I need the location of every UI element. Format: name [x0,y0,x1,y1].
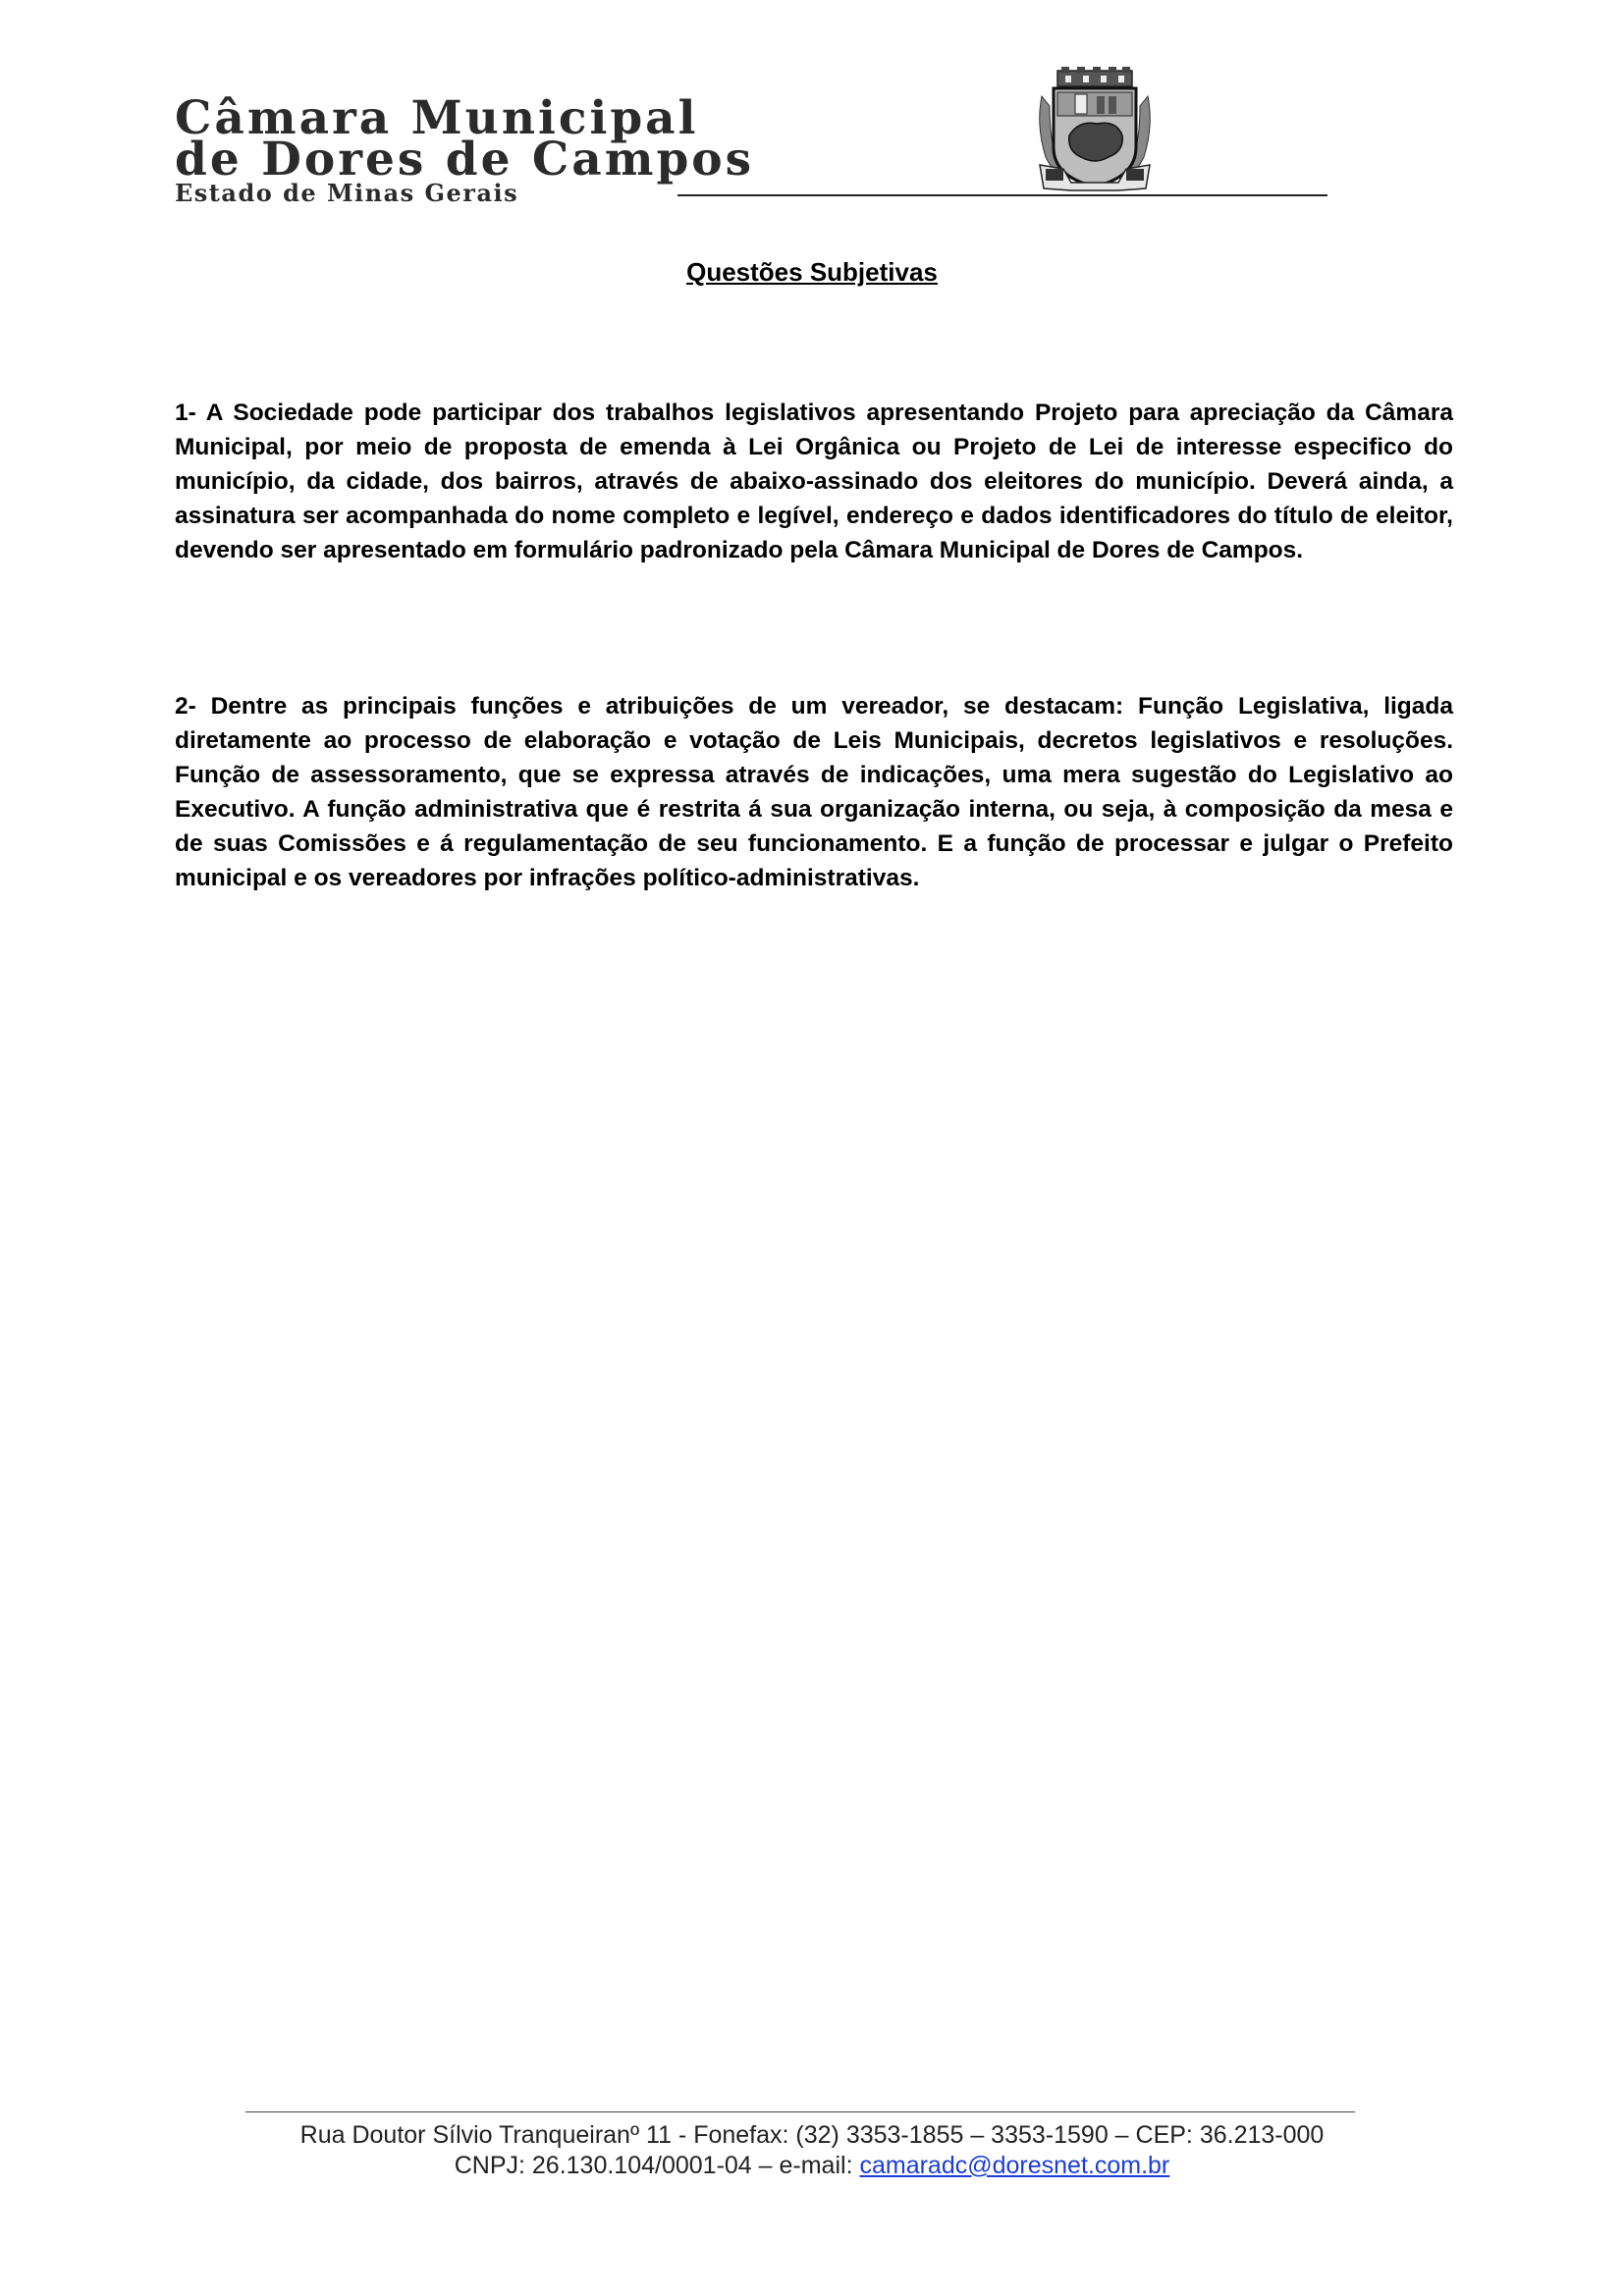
institution-city: de Dores de Campos [175,133,755,187]
email-link[interactable]: camaradc@doresnet.com.br [859,2152,1170,2179]
institution-header [175,91,755,207]
footer-contact [0,2151,1624,2181]
coat-of-arms-icon [1036,67,1154,192]
question-paragraph-2: 2- Dentre as principais funções e atribuições de um vereador, se destacam: Função Legislativa, ligada diretamente ao processo de elaboração e votação de Leis Municipais, decretos legislativos e resoluções. Função de assessoramento, que se expressa através de indicações, uma mera sugestão do Legislativo ao Executivo. A função administrativa que é restrita á sua organização interna, ou seja, à composição da mesa e de suas Comissões e á regulamentação de seu funcionamento. E a função de processar e julgar o Prefeito municipal e os vereadores por infrações político-administrativas. [175,693,1453,891]
footer-divider [245,2111,1355,2112]
footer-address: Rua Doutor Sílvio Tranqueiranº 11 - Fonefax: (32) 3353-1855 – 3353-1590 – CEP: 36.213-000 [299,2121,1325,2149]
header-divider [677,194,1327,196]
question-paragraph-1: 1- A Sociedade pode participar dos trabalhos legislativos apresentando Projeto para apreciação da Câmara Municipal, por meio de proposta de emenda à Lei Orgânica ou Projeto de Lei de interesse especifico do município, da cidade, dos bairros, através de abaixo-assinado dos eleitores do município. Deverá ainda, a assinatura ser acompanhada do nome completo e legível, endereço e dados identificadores do título de eleitor, devendo ser apresentado em formulário padronizado pela Câmara Municipal de Dores de Campos. [175,400,1453,563]
footer [0,2120,1624,2181]
institution-name: Câmara Municipal [175,91,699,145]
footer-cnpj: CNPJ: 26.130.104/0001-04 – e-mail: [454,2152,860,2179]
institution-state: Estado de Minas Gerais [175,179,519,207]
document-title: Questões Subjetivas [686,257,938,287]
